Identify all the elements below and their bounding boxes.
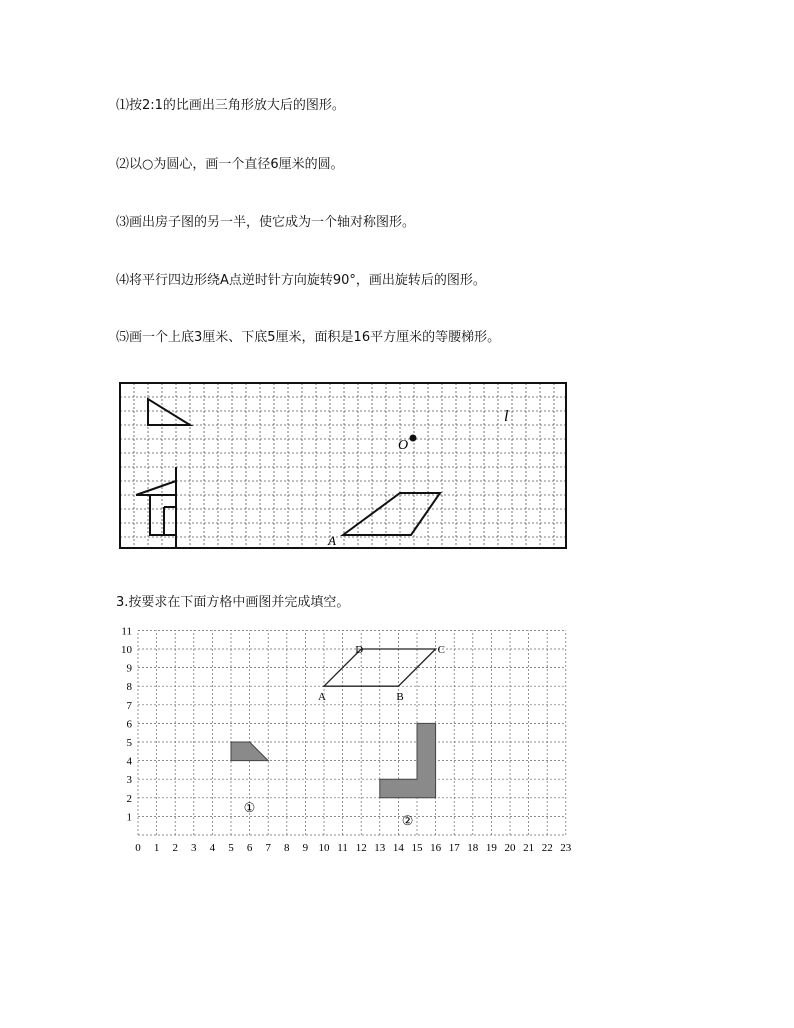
question-4: ⑷将平行四边形绕A点逆时针方向旋转90°，画出旋转后的图形。 (116, 273, 486, 288)
x-tick-label: 11 (337, 842, 348, 854)
shape-2-label: ② (401, 813, 414, 829)
y-tick-label: 10 (121, 644, 132, 656)
vertex-d-label: D (355, 644, 364, 656)
x-tick-label: 5 (228, 842, 234, 854)
coordinate-grid-lines (138, 630, 566, 835)
house-half (136, 467, 176, 548)
vertex-c-label: C (437, 644, 445, 656)
center-label: O (398, 438, 409, 453)
vertex-b-label: B (396, 691, 404, 704)
question-2: ⑵以○为圆心，画一个直径6厘米的圆。 (116, 157, 344, 172)
x-axis-ticks (135, 842, 572, 854)
triangle (148, 399, 190, 425)
grid-figure-1 (118, 381, 568, 551)
y-tick-label: 6 (126, 718, 132, 731)
shape-1-trapezoid (231, 742, 268, 761)
x-tick-label: 6 (246, 842, 253, 854)
x-tick-label: 3 (191, 842, 197, 854)
y-tick-label: 8 (126, 681, 132, 694)
y-tick-label: 5 (126, 737, 132, 749)
vertex-a-label: A (318, 691, 326, 704)
x-tick-label: 22 (541, 842, 553, 854)
grid-border (120, 383, 566, 548)
x-tick-label: 0 (135, 842, 141, 854)
y-tick-label: 9 (126, 662, 132, 675)
y-tick-label: 1 (126, 811, 132, 824)
x-tick-label: 17 (448, 842, 460, 854)
x-tick-label: 1 (153, 842, 160, 854)
y-tick-label: 4 (126, 755, 132, 768)
circle-center (410, 435, 417, 442)
y-tick-label: 3 (126, 774, 132, 787)
symmetry-axis-label: l (504, 408, 509, 425)
x-tick-label: 2 (172, 842, 178, 854)
y-tick-label: 11 (121, 625, 132, 638)
y-axis-ticks (121, 625, 133, 823)
shape-1-label: ① (243, 800, 256, 816)
question-3: ⑶画出房子图的另一半，使它成为一个轴对称图形。 (116, 215, 416, 230)
point-a-label: A (328, 533, 336, 548)
x-tick-label: 10 (318, 842, 330, 854)
question-5: ⑸画一个上底3厘米、下底5厘米，面积是16平方厘米的等腰梯形。 (116, 330, 501, 345)
coordinate-grid-figure-2 (112, 622, 582, 858)
x-tick-label: 19 (485, 842, 497, 854)
x-tick-label: 23 (560, 842, 572, 854)
y-tick-label: 2 (126, 792, 132, 805)
x-tick-label: 14 (392, 842, 404, 854)
grid-lines (120, 383, 566, 548)
x-tick-label: 18 (467, 842, 479, 854)
x-tick-label: 16 (430, 842, 442, 854)
y-tick-label: 7 (126, 699, 132, 712)
x-tick-label: 7 (265, 842, 271, 854)
question-1: ⑴按2:1的比画出三角形放大后的图形。 (116, 98, 345, 113)
section-3-instruction: 3.按要求在下面方格中画图并完成填空。 (116, 595, 350, 610)
x-tick-label: 20 (504, 842, 516, 854)
x-tick-label: 13 (374, 842, 386, 854)
parallelogram (343, 493, 440, 535)
x-tick-label: 12 (355, 842, 367, 854)
x-tick-label: 9 (302, 842, 309, 854)
x-tick-label: 8 (284, 842, 290, 854)
x-tick-label: 15 (411, 842, 423, 854)
x-tick-label: 4 (209, 842, 216, 854)
x-tick-label: 21 (523, 842, 535, 854)
